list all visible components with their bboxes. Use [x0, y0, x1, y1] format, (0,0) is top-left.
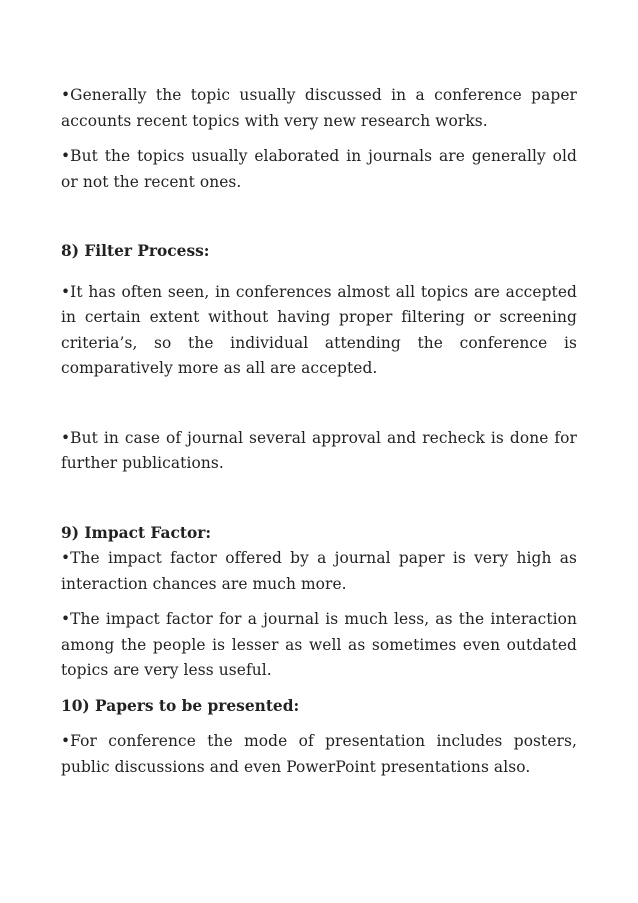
spacer: [61, 265, 577, 280]
spacer: [61, 195, 577, 239]
paragraph-journal-approval: •But in case of journal several approval and recheck is done for further publications.: [61, 428, 577, 472]
paragraph-journal-topics: •But the topics usually elaborated in journals are generally old or not the recent ones.: [61, 147, 577, 191]
spacer: [61, 684, 577, 694]
paragraph-conference-filtering: •It has often seen, in conferences almost all topics are accepted in certain extent without having proper filtering or screening criteria’s, so the individual attending the conference is comparatively more as all are accepted.: [61, 282, 577, 377]
paragraph-journal-impact-low: •The impact factor for a journal is much less, as the interaction among the people is lesser as well as sometimes even outdated topics are very less useful.: [61, 610, 577, 679]
paragraph-journal-impact-high: •The impact factor offered by a journal paper is very high as interaction chances are much more.: [61, 549, 577, 593]
document-page: [61, 83, 577, 780]
spacer: [61, 597, 577, 607]
paragraph-conference-topics: •Generally the topic usually discussed in a conference paper accounts recent topics with very new research works.: [61, 86, 577, 130]
heading-filter-process: 8) Filter Process:: [61, 242, 210, 260]
spacer: [61, 477, 577, 521]
spacer: [61, 134, 577, 144]
heading-impact-factor: 9) Impact Factor:: [61, 523, 211, 542]
spacer: [61, 382, 577, 426]
heading-papers-presented: 10) Papers to be presented:: [61, 696, 300, 715]
spacer: [61, 719, 577, 729]
paragraph-presentation-modes: •For conference the mode of presentation includes posters, public discussions and even PowerPoint presentations also.: [61, 732, 577, 776]
